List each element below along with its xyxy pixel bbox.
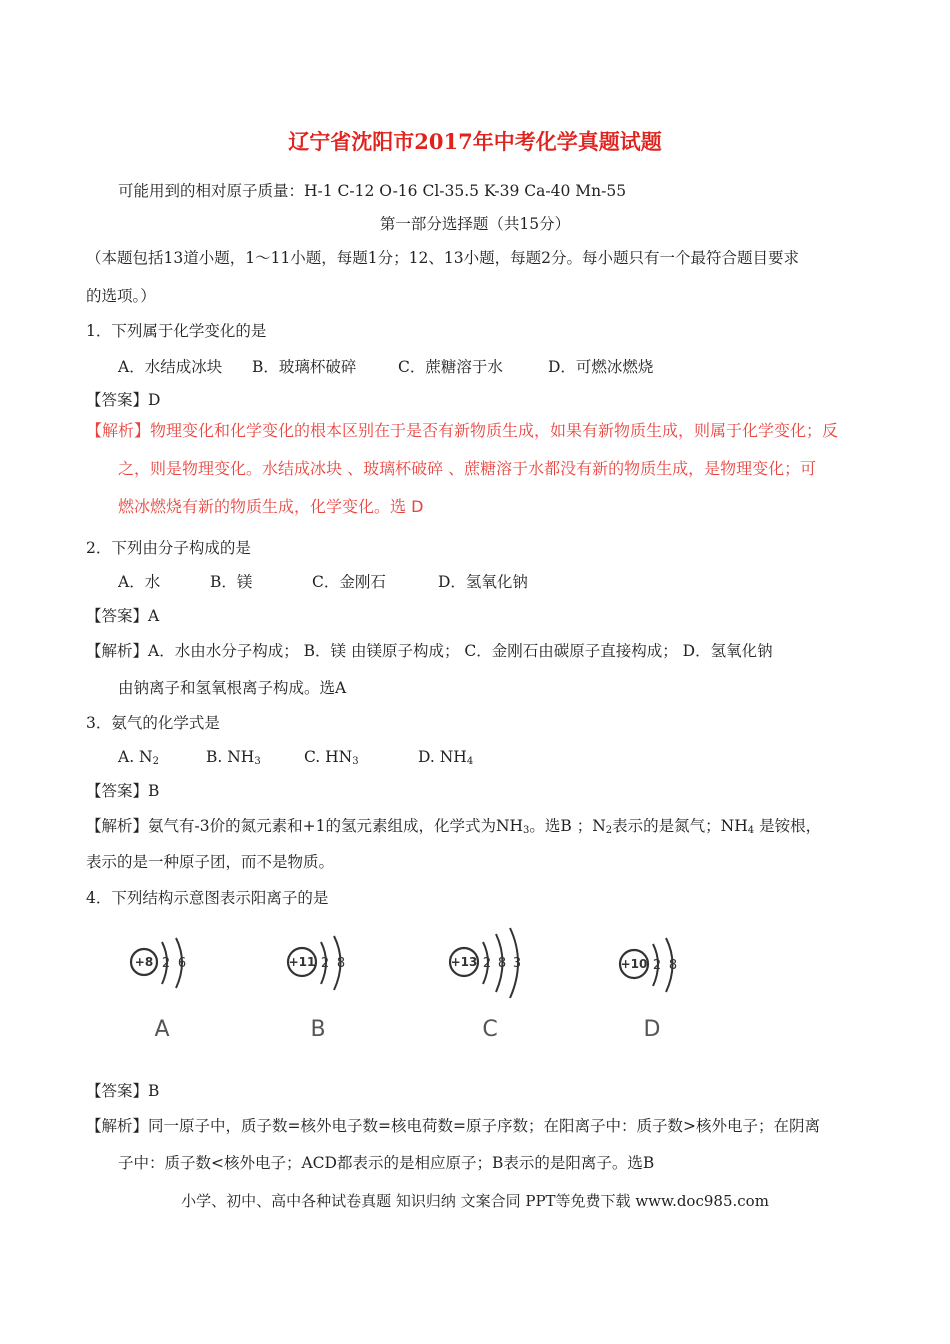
q1-option-a: A．水结成冰块	[118, 358, 223, 376]
q3-option-b: B. $NH_3$	[206, 748, 261, 767]
svg-text:+8: +8	[134, 955, 154, 969]
diagram-d	[620, 938, 677, 1042]
q3-option-d: D. $NH_4$	[418, 748, 474, 767]
q1-analysis-line-2: 之，则是物理变化。水结成冰块 、玻璃杯破碎 、蔗糖溶于水都没有新的物质生成，是物理变化；可	[118, 459, 817, 478]
instructions-line-2: 的选项。）	[86, 287, 156, 305]
q2-option-d: D．氢氧化钠	[438, 573, 528, 591]
page-footer: 小学、初中、高中各种试卷真题 知识归纳 文案合同 PPT等免费下载 www.doc985.com	[181, 1192, 769, 1210]
q3-stem: 3．氨气的化学式是	[86, 714, 220, 732]
instructions-line-1: （本题包括13道小题，1～11小题，每题1分；12、13小题，每题2分。每小题只有一个最符合题目要求	[86, 249, 799, 267]
svg-text:2: 2	[652, 958, 662, 973]
q2-option-a: A．水	[118, 573, 161, 591]
q3-analysis-line-1: 【解析】氨气有-3价的氮元素和+1的氢元素组成，化学式为$NH_3$。选B ；$N_2$表示的是氮气；$NH_4$ 是铵根，	[86, 817, 822, 836]
atomic-structure-diagrams	[118, 918, 738, 1048]
svg-text:3: 3	[512, 956, 522, 971]
q2-option-c: C．金刚石	[312, 573, 386, 591]
svg-text:2: 2	[482, 956, 492, 971]
q3-option-a: A. $N_2$	[118, 748, 159, 767]
q1-option-b: B．玻璃杯破碎	[252, 358, 357, 376]
svg-text:+10: +10	[620, 957, 648, 971]
part-heading: 第一部分选择题（共15分）	[379, 215, 571, 233]
q2-analysis-line-2: 由钠离子和氢氧根离子构成。选A	[118, 679, 347, 697]
page-title: 辽宁省沈阳市2017年中考化学真题试题	[288, 129, 662, 154]
q1-option-c: C．蔗糖溶于水	[398, 358, 503, 376]
atomic-masses: 可能用到的相对原子质量：H-1 C-12 O-16 Cl-35.5 K-39 Ca-40 Mn-55	[118, 182, 627, 200]
svg-text:2: 2	[320, 956, 330, 971]
diagram-c	[450, 928, 521, 1042]
svg-text:2: 2	[161, 956, 171, 971]
svg-text:C: C	[482, 1017, 498, 1042]
q1-analysis-line-3: 燃冰燃烧有新的物质生成，化学变化。选 D	[118, 497, 424, 516]
q2-stem: 2．下列由分子构成的是	[86, 539, 251, 557]
svg-text:8: 8	[336, 956, 346, 971]
q3-options	[118, 746, 473, 773]
q4-analysis-line-1: 【解析】同一原子中，质子数=核外电子数=核电荷数=原子序数；在阳离子中：质子数>核外电子；在阴离	[86, 1117, 820, 1135]
q4-analysis-line-2: 子中：质子数<核外电子；ACD都表示的是相应原子；B表示的是阳离子。选B	[118, 1154, 655, 1172]
svg-text:6: 6	[177, 956, 187, 971]
q1-analysis-line-1: 【解析】物理变化和化学变化的根本区别在于是否有新物质生成，如果有新物质生成，则属于化学变化；反	[86, 421, 839, 440]
svg-text:8: 8	[668, 958, 678, 973]
q1-stem: 1．下列属于化学变化的是	[86, 322, 267, 340]
q4-stem: 4．下列结构示意图表示阳离子的是	[86, 889, 329, 907]
q2-option-b: B．镁	[210, 573, 253, 591]
q2-answer: 【答案】A	[86, 607, 160, 625]
svg-text:+11: +11	[288, 955, 316, 969]
svg-text:B: B	[310, 1017, 326, 1042]
svg-text:+13: +13	[450, 955, 478, 969]
q1-options	[118, 356, 653, 378]
q4-answer: 【答案】B	[86, 1082, 160, 1100]
svg-text:8: 8	[497, 956, 507, 971]
q2-analysis-line-1: 【解析】A．水由水分子构成； B．镁 由镁原子构成； C．金刚石由碳原子直接构成； D．氢氧化钠	[86, 642, 773, 660]
q1-answer: 【答案】D	[86, 391, 161, 409]
q2-options	[118, 571, 528, 593]
svg-text:D: D	[643, 1017, 661, 1042]
svg-text:A: A	[154, 1017, 170, 1042]
q3-answer: 【答案】B	[86, 782, 160, 800]
diagram-a	[131, 938, 186, 1042]
diagram-b	[288, 936, 345, 1042]
q3-analysis-line-2: 表示的是一种原子团，而不是物质。	[86, 853, 335, 871]
q1-option-d: D．可燃冰燃烧	[548, 358, 654, 376]
q3-option-c: C. $HN_3$	[304, 748, 359, 767]
